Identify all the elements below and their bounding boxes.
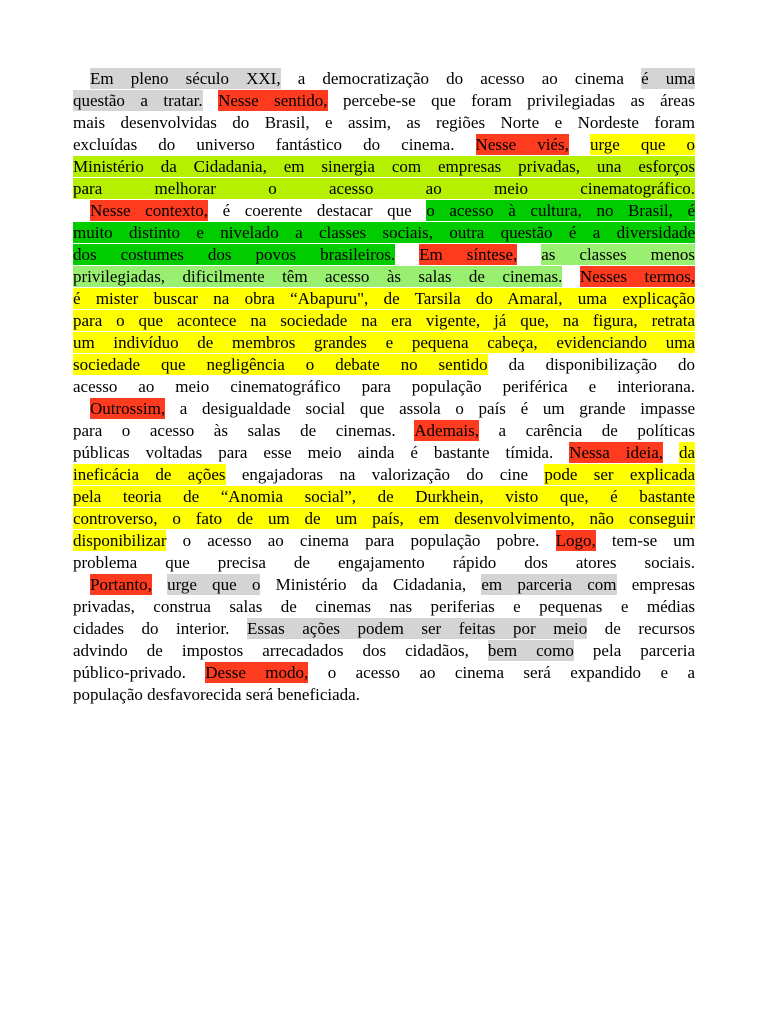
text-line [73,112,695,134]
text-line [73,618,695,640]
text-line [73,310,695,332]
highlighted-yellow: é mister buscar na obra “Abapuru", de Tarsila do Amaral, uma explicação [73,289,695,308]
text-run: de recursos [587,619,695,638]
highlighted-lime: Ministério da Cidadania, em sinergia com empresas privadas, una esforços [73,157,695,176]
highlighted-gray: urge que o [167,575,261,594]
text-run: o acesso ao cinema para população pobre. [166,531,556,550]
highlighted-yellow: urge que o [589,135,695,154]
text-run: privadas, construa salas de cinemas nas periferias e pequenas e médias [73,597,695,616]
text-run: acesso ao meio cinematográfico para população periférica e interiorana. [73,377,695,396]
text-run: o acesso ao cinema será expandido e a [308,663,695,682]
highlighted-green: o acesso à cultura, no Brasil, é [426,201,695,220]
text-line [73,178,695,200]
highlighted-yellow: da [678,443,695,462]
text-line [73,574,695,596]
text-line [73,68,695,90]
text-line [73,156,695,178]
text-run [152,574,167,595]
text-line [73,134,695,156]
text-run: população desfavorecida será beneficiada. [73,685,360,704]
text-line [73,222,695,244]
text-run: a desigualdade social que assola o país é um grande impasse [165,399,695,418]
text-line [73,288,695,310]
highlighted-gray: em parceria com [481,575,617,594]
highlighted-red: Portanto, [90,575,152,594]
text-run: para o acesso às salas de cinemas. [73,421,415,440]
highlighted-yellow: pode ser explicada [544,465,695,484]
highlighted-lightgreen: privilegiadas, dificilmente têm acesso às salas de cinemas. [73,267,563,286]
text-line [73,200,695,222]
highlighted-red: Nesse sentido, [218,91,328,110]
text-line [73,332,695,354]
text-run: excluídas do universo fantástico do cinema. [73,135,476,154]
text-run: da disponibilização do [487,355,695,374]
text-line [73,486,695,508]
text-run: públicas voltadas para esse meio ainda é bastante tímida. [73,443,570,462]
text-run [517,244,541,265]
highlighted-yellow: ineficácia de ações [73,465,226,484]
highlighted-green: muito distinto e nivelado a classes sociais, outra questão é a diversidade [73,223,695,242]
highlighted-yellow: para o que acontece na sociedade na era vigente, já que, na figura, retrata [73,311,695,330]
highlighted-lime: para melhorar o acesso ao meio cinematográfico. [73,179,695,198]
highlighted-yellow: pela teoria de “Anomia social”, de Durkhein, visto que, é bastante [73,487,695,506]
text-line [73,552,695,574]
highlighted-lightgreen: as classes menos [541,245,695,264]
text-run: é coerente destacar que [207,201,427,220]
highlighted-green: dos costumes dos povos brasileiros. [73,245,396,264]
text-line [73,244,695,266]
text-line [73,596,695,618]
text-run: percebe-se que foram privilegiadas as áreas [327,91,695,110]
text-run: mais desenvolvidas do Brasil, e assim, as regiões Norte e Nordeste foram [73,113,695,132]
text-run: empresas [616,575,695,594]
highlighted-yellow: disponibilizar [73,531,167,550]
text-run: cidades do interior. [73,619,247,638]
highlighted-red: Nessa ideia, [569,443,664,462]
text-line [73,398,695,420]
highlighted-red: Outrossim, [90,399,166,418]
essay-document [73,68,695,706]
text-run: tem-se um [595,531,695,550]
text-run: pela parceria [573,641,695,660]
text-run [663,442,679,463]
text-line [73,508,695,530]
text-run [395,244,419,265]
text-line [73,640,695,662]
highlighted-red: Nesse viés, [475,135,569,154]
text-run: a democratização do acesso ao cinema [280,69,642,88]
text-line [73,266,695,288]
text-line [73,684,695,706]
text-run: problema que precisa de engajamento rápido dos atores sociais. [73,553,695,572]
text-line [73,354,695,376]
text-run [203,90,218,111]
text-run [562,266,579,287]
highlighted-gray: Essas ações podem ser feitas por meio [246,619,588,638]
highlighted-red: Ademais, [414,421,479,440]
text-line [73,530,695,552]
highlighted-gray: é uma [641,69,695,88]
text-line [73,376,695,398]
text-line [73,90,695,112]
highlighted-red: Desse modo, [205,663,309,682]
highlighted-yellow: controverso, o fato de um de um país, em desenvolvimento, não conseguir [73,509,695,528]
highlighted-red: Nesse contexto, [90,201,208,220]
highlighted-yellow: sociedade que negligência o debate no sentido [73,355,488,374]
text-line [73,662,695,684]
text-run: a carência de políticas [478,421,695,440]
highlighted-yellow: um indivíduo de membros grandes e pequena cabeça, evidenciando uma [73,333,695,352]
text-line [73,420,695,442]
text-line [73,464,695,486]
highlighted-red: Nesses termos, [579,267,695,286]
text-run: advindo de impostos arrecadados dos cidadãos, [73,641,488,660]
highlighted-gray: Em pleno século XXI, [90,69,281,88]
highlighted-gray: questão a tratar. [73,91,203,110]
text-line [73,442,695,464]
highlighted-red: Em síntese, [419,245,518,264]
highlighted-gray: bem como [487,641,574,660]
text-run: público-privado. [73,663,206,682]
text-run: engajadoras na valorização do cine [225,465,545,484]
text-run [569,134,590,155]
text-run: Ministério da Cidadania, [260,575,482,594]
highlighted-red: Logo, [555,531,596,550]
